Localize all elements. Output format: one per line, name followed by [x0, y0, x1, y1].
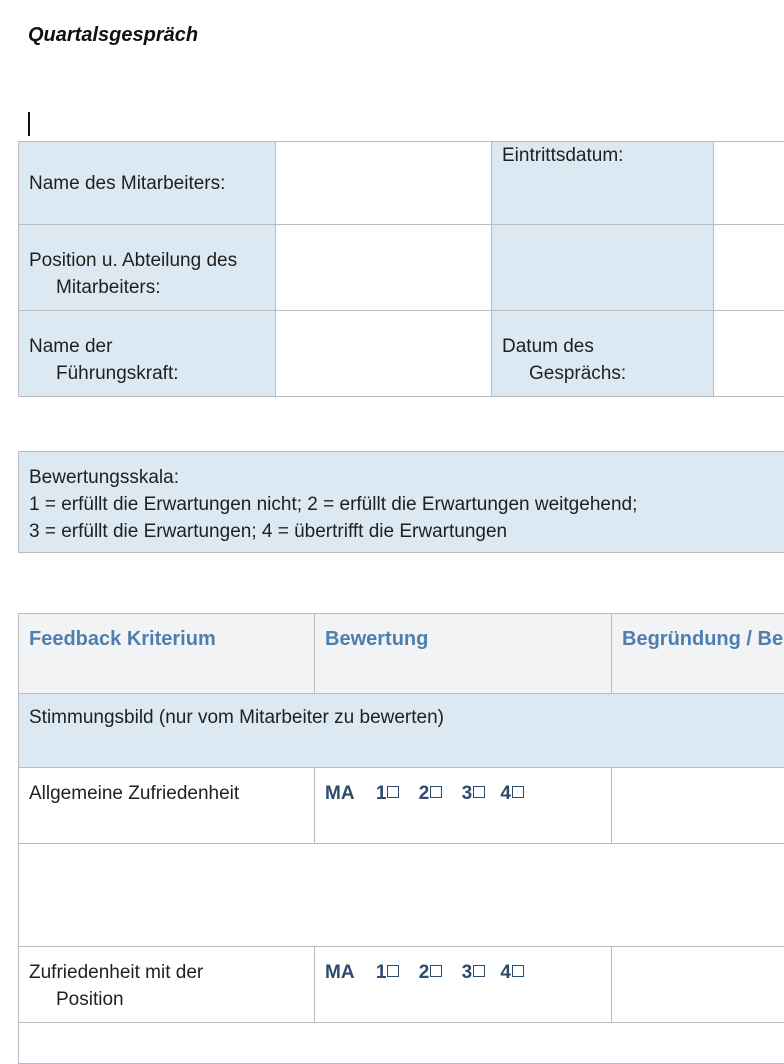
entry-date-label-cell	[492, 142, 714, 225]
section-title-mood: Stimmungsbild (nur vom Mitarbeiter zu bewerten)	[19, 694, 784, 768]
checkbox-icon[interactable]	[473, 786, 485, 798]
rating-option-1[interactable]: 1	[376, 962, 400, 983]
header-justification: Begründung / Be	[612, 614, 784, 694]
criterion-general-satisfaction: Allgemeine Zufriedenheit	[19, 768, 315, 844]
rating-option-4[interactable]: 4	[500, 783, 524, 804]
employee-name-field[interactable]	[276, 142, 492, 225]
entry-date-label: Eintrittsdatum:	[502, 142, 623, 169]
meeting-date-label-line1: Datum des	[502, 333, 703, 360]
employee-name-label-cell	[19, 142, 276, 225]
criterion-position-line1: Zufriedenheit mit der	[29, 959, 304, 986]
checkbox-icon[interactable]	[473, 965, 485, 977]
position-label-cell	[19, 225, 276, 311]
rating-option-3[interactable]: 3	[462, 783, 486, 804]
checkbox-icon[interactable]	[430, 965, 442, 977]
rating-scale-heading: Bewertungsskala:	[29, 464, 784, 491]
rating-option-2[interactable]: 2	[419, 962, 443, 983]
employee-name-label: Name des Mitarbeiters:	[29, 170, 225, 197]
checkbox-icon[interactable]	[512, 786, 524, 798]
manager-name-label-cell	[19, 311, 276, 397]
rating-scale-line2: 3 = erfüllt die Erwartungen; 4 = übertrifft die Erwartungen	[29, 518, 784, 545]
document-title: Quartalsgespräch	[28, 24, 198, 47]
position-field[interactable]	[276, 225, 492, 311]
manager-name-label-line1: Name der	[29, 333, 265, 360]
text-cursor	[28, 112, 30, 136]
rating-option-2[interactable]: 2	[419, 783, 443, 804]
meeting-date-label-line2: Gesprächs:	[502, 360, 703, 387]
checkbox-icon[interactable]	[430, 786, 442, 798]
checkbox-icon[interactable]	[387, 965, 399, 977]
checkbox-icon[interactable]	[387, 786, 399, 798]
rating-option-1[interactable]: 1	[376, 783, 400, 804]
blank-comment-row[interactable]	[19, 844, 784, 947]
rating-option-3[interactable]: 3	[462, 962, 486, 983]
criterion-position-line2: Position	[29, 986, 304, 1013]
criterion-position-satisfaction	[19, 947, 315, 1023]
position-label-line1: Position u. Abteilung des	[29, 247, 265, 274]
empty-label-cell	[492, 225, 714, 311]
feedback-table	[18, 613, 784, 1064]
meeting-date-label-cell	[492, 311, 714, 397]
rating-scale-box	[18, 451, 784, 553]
rating-general-satisfaction	[315, 768, 612, 844]
rating-prefix: MA	[325, 783, 355, 804]
checkbox-icon[interactable]	[512, 965, 524, 977]
justification-general-satisfaction[interactable]	[612, 768, 784, 844]
justification-position-satisfaction[interactable]	[612, 947, 784, 1023]
manager-name-label-line2: Führungskraft:	[29, 360, 265, 387]
rating-prefix: MA	[325, 962, 355, 983]
rating-position-satisfaction	[315, 947, 612, 1023]
empty-field[interactable]	[714, 225, 784, 311]
meeting-date-field[interactable]	[714, 311, 784, 397]
rating-scale-line1: 1 = erfüllt die Erwartungen nicht; 2 = erfüllt die Erwartungen weitgehend;	[29, 491, 784, 518]
rating-option-4[interactable]: 4	[500, 962, 524, 983]
header-criterion: Feedback Kriterium	[19, 614, 315, 694]
next-row-partial[interactable]	[19, 1023, 784, 1064]
header-rating: Bewertung	[315, 614, 612, 694]
position-label-line2: Mitarbeiters:	[29, 274, 265, 301]
entry-date-field[interactable]	[714, 142, 784, 225]
employee-info-table	[18, 141, 784, 397]
manager-name-field[interactable]	[276, 311, 492, 397]
